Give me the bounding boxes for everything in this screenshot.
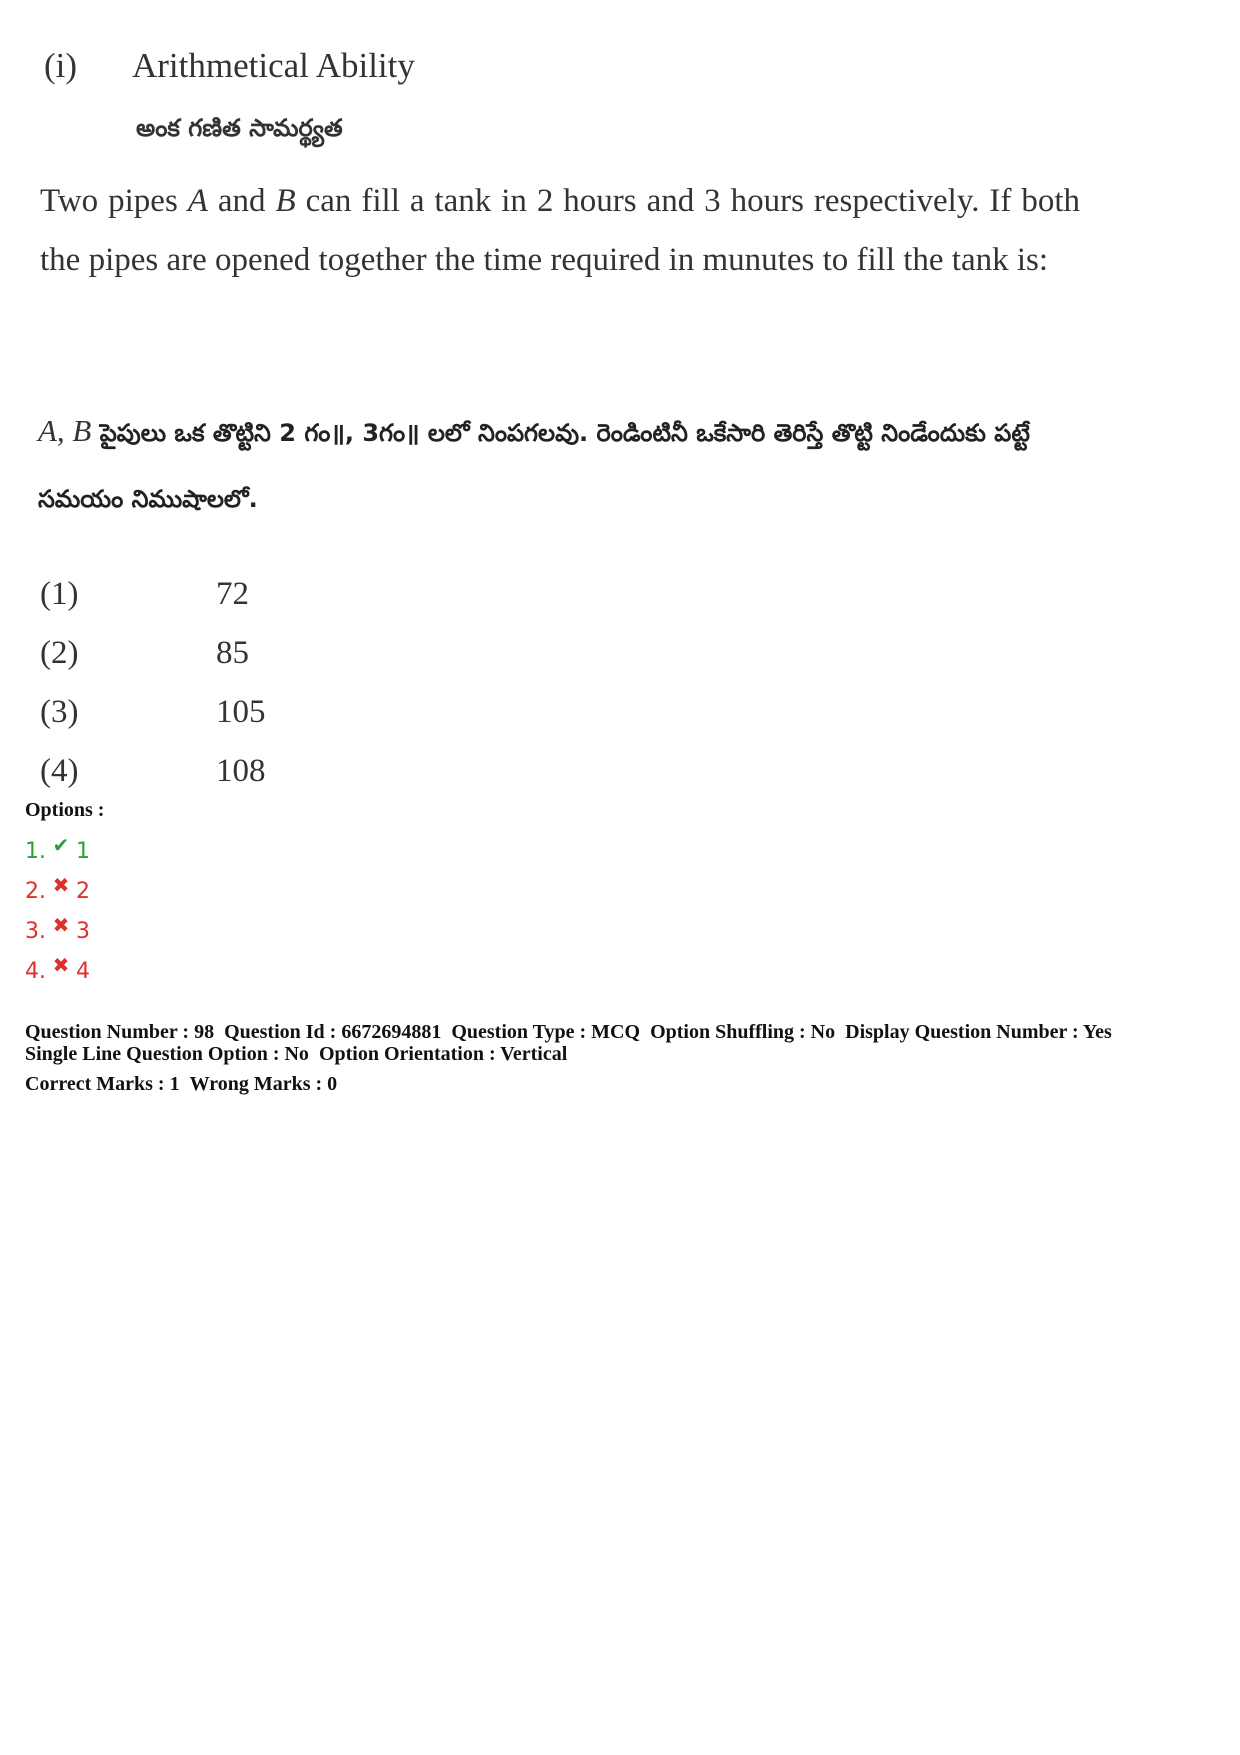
section-number: (i)	[44, 46, 78, 85]
option-item	[25, 825, 90, 865]
choice-row	[40, 742, 266, 801]
display-question-number: Display Question Number : Yes	[845, 1021, 1112, 1043]
choice-number: (1)	[40, 576, 79, 612]
question-type: Question Type : MCQ	[451, 1021, 641, 1043]
check-icon: ✔	[52, 833, 70, 857]
choice-row	[40, 683, 266, 742]
option-item	[25, 865, 90, 905]
choice-value: 105	[216, 694, 266, 730]
cross-icon: ✖	[52, 913, 70, 937]
option-value: 3	[76, 919, 90, 944]
option-index: 3.	[25, 919, 46, 944]
option-index: 2.	[25, 879, 46, 904]
marks-info	[25, 1073, 337, 1095]
option-item	[25, 905, 90, 945]
single-line-option: Single Line Question Option : No	[25, 1043, 309, 1065]
section-heading	[44, 44, 415, 88]
cross-icon: ✖	[52, 873, 70, 897]
metadata-line-1	[25, 1021, 1112, 1043]
choice-number: (3)	[40, 694, 79, 730]
cross-icon: ✖	[52, 953, 70, 977]
section-title-telugu: అంక గణిత సామర్థ్యత	[136, 114, 343, 142]
option-value: 1	[76, 839, 90, 864]
choice-value: 108	[216, 753, 266, 789]
option-item	[25, 945, 90, 985]
question-text-part1: Two pipes	[40, 183, 188, 219]
question-text-part3: can fill a tank in 2 hours and 3 hours respectively. If both the pipes are opened together the time required in munutes to fill the tank is:	[40, 183, 1080, 278]
choice-value: 72	[216, 576, 249, 612]
telugu-variables: A, B	[38, 413, 92, 448]
question-text-telugu	[38, 398, 1038, 532]
choice-row	[40, 624, 266, 683]
choice-value: 85	[216, 635, 249, 671]
pipe-a-variable: A	[187, 183, 208, 219]
option-value: 2	[76, 879, 90, 904]
question-image	[0, 0, 1240, 800]
options-label: Options :	[25, 799, 105, 821]
metadata-line-2	[25, 1043, 1112, 1065]
section-title: Arithmetical Ability	[132, 46, 415, 85]
answer-choices	[40, 565, 266, 801]
wrong-marks: Wrong Marks : 0	[189, 1073, 338, 1095]
option-shuffling: Option Shuffling : No	[650, 1021, 836, 1043]
question-number: Question Number : 98	[25, 1021, 215, 1043]
question-metadata	[25, 1021, 1112, 1065]
option-index: 4.	[25, 959, 46, 984]
pipe-b-variable: B	[275, 183, 296, 219]
telugu-question-body: పైపులు ఒక తొట్టిని 2 గం॥, 3గం॥ లలో నింపగలవు. రెండింటినీ ఒకేసారి తెరిస్తే తొట్టి నిండేందుకు పట్టే సమయం నిముషాలలో.	[38, 419, 1030, 513]
option-value: 4	[76, 959, 90, 984]
choice-row	[40, 565, 266, 624]
option-orientation: Option Orientation : Vertical	[318, 1043, 568, 1065]
question-text-english	[40, 172, 1080, 290]
choice-number: (2)	[40, 635, 79, 671]
option-index: 1.	[25, 839, 46, 864]
options-list	[25, 825, 90, 985]
correct-marks: Correct Marks : 1	[25, 1073, 180, 1095]
question-text-part2: and	[207, 183, 276, 219]
choice-number: (4)	[40, 753, 79, 789]
question-id: Question Id : 6672694881	[224, 1021, 442, 1043]
